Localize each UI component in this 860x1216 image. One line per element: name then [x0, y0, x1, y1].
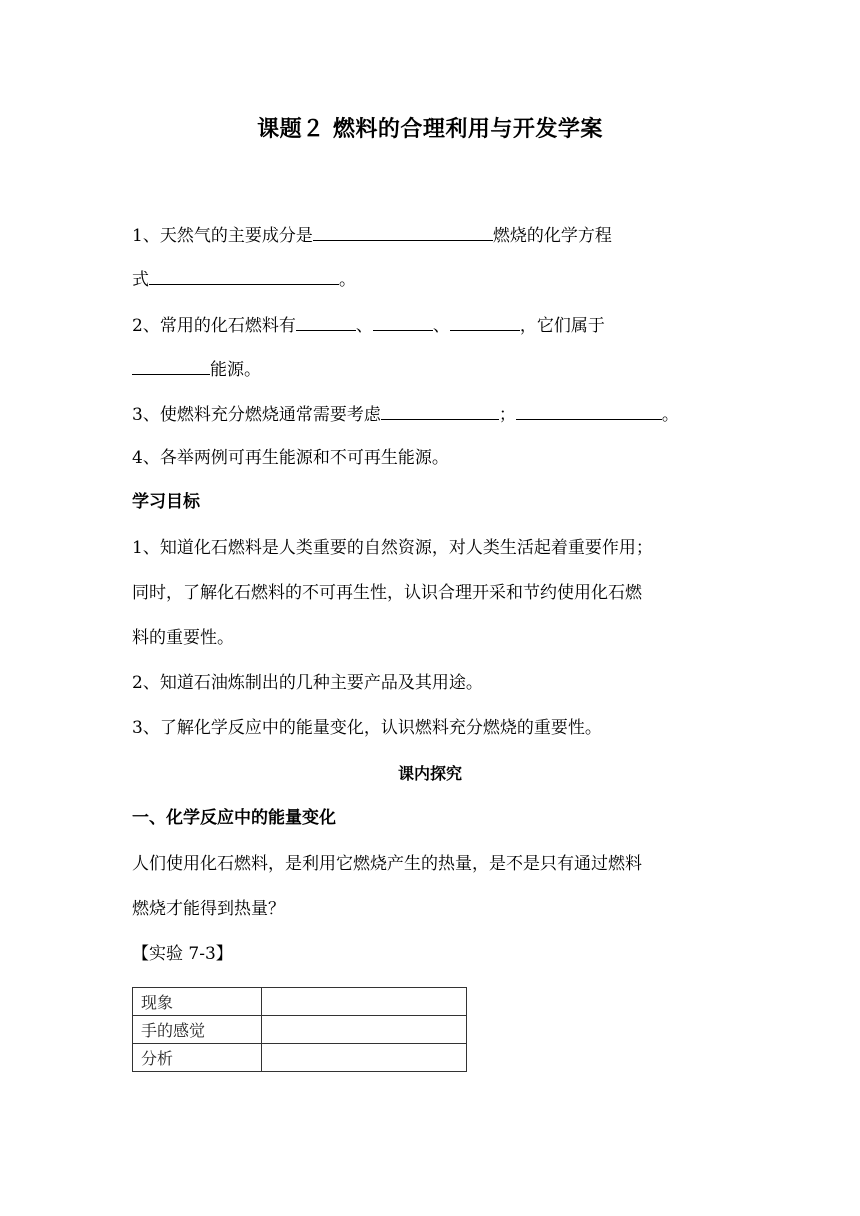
objective-2-line: 2、知道石油炼制出的几种主要产品及其用途。: [132, 673, 483, 693]
inquiry-paragraph-line-1: 人们使用化石燃料，是利用它燃烧产生的热量，是不是只有通过燃料: [132, 854, 642, 874]
objective-1-line-2: 同时，了解化石燃料的不可再生性，认识合理开采和节约使用化石燃: [132, 583, 642, 603]
question-2-line-2: [132, 356, 261, 382]
table-row-label: 分析: [133, 1044, 262, 1072]
question-2-line-1: [132, 312, 605, 338]
question-2-sep-2: 、: [432, 316, 450, 336]
table-row-value-cell[interactable]: [262, 1044, 467, 1072]
question-1-text-c: 式: [132, 270, 149, 290]
question-2-text-b: ，它们属于: [519, 316, 605, 336]
inquiry-heading: 课内探究: [397, 764, 462, 783]
table-row: [133, 1044, 467, 1072]
objective-1-line-3: 料的重要性。: [132, 628, 234, 648]
table-row-value-cell[interactable]: [262, 988, 467, 1016]
question-1-end: 。: [339, 270, 356, 290]
question-1-line-1: [132, 222, 612, 248]
objectives-heading: 学习目标: [132, 492, 200, 512]
answer-blank-fuel-3[interactable]: [450, 312, 520, 331]
inquiry-paragraph-line-2: 燃烧才能得到热量？: [132, 899, 285, 919]
answer-blank-condition-1[interactable]: [381, 401, 499, 420]
question-1-text-a: 1、天然气的主要成分是: [132, 226, 313, 246]
question-2-sep-1: 、: [355, 316, 373, 336]
answer-blank-fuel-2[interactable]: [373, 312, 433, 331]
answer-blank-equation[interactable]: [149, 266, 339, 285]
question-1-text-b: 燃烧的化学方程: [492, 226, 612, 246]
answer-blank-main-component[interactable]: [313, 222, 493, 241]
question-2-text-c: 能源。: [210, 360, 261, 380]
question-3-end: 。: [661, 405, 679, 425]
question-3-sep: ；: [498, 405, 516, 425]
answer-blank-condition-2[interactable]: [516, 401, 662, 420]
table-row: [133, 988, 467, 1016]
table-row-label: 现象: [133, 988, 262, 1016]
page-title: 课题２ 燃料的合理利用与开发学案: [257, 117, 603, 142]
table-row-label: 手的感觉: [133, 1016, 262, 1044]
objective-1-line-1: 1、知道化石燃料是人类重要的自然资源，对人类生活起着重要作用；: [132, 538, 653, 558]
answer-blank-fuel-1[interactable]: [296, 312, 356, 331]
experiment-table: [132, 987, 467, 1072]
table-row-value-cell[interactable]: [262, 1016, 467, 1044]
question-3-line: [132, 401, 679, 427]
section-1-heading: 一、化学反应中的能量变化: [132, 808, 336, 828]
question-4-line: 4、各举两例可再生能源和不可再生能源。: [132, 448, 449, 468]
answer-blank-energy-type[interactable]: [132, 356, 210, 375]
question-1-line-2: [132, 266, 356, 292]
table-row: [133, 1016, 467, 1044]
objective-3-line: 3、了解化学反应中的能量变化，认识燃料充分燃烧的重要性。: [132, 718, 602, 738]
question-3-text-a: 3、使燃料充分燃烧通常需要考虑: [132, 405, 381, 425]
question-2-text-a: 2、常用的化石燃料有: [132, 316, 296, 336]
experiment-label: 【实验 7-3】: [132, 944, 233, 964]
